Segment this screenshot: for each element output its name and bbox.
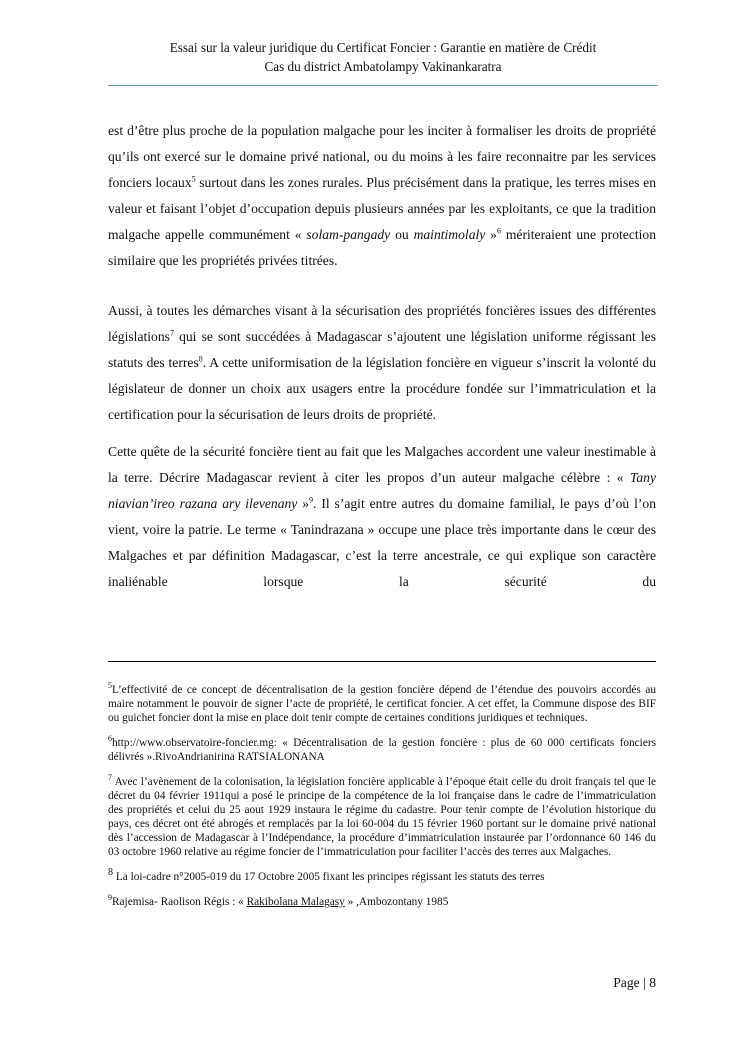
text-run: mériteraient une protection similaire que les propriétés privées titrées. <box>108 227 656 268</box>
header-subtitle-line: Cas du district Ambatolampy Vakinankaratra <box>264 59 502 74</box>
page-separator: | <box>643 975 646 990</box>
footnote-number: 9 <box>108 893 112 903</box>
footnote-7 <box>108 775 656 859</box>
page-label: Page <box>613 975 640 990</box>
footnote-number: 7 <box>108 773 112 783</box>
page-footer <box>560 975 656 991</box>
footnote-9 <box>108 895 656 909</box>
footnote-number: 6 <box>108 734 112 744</box>
footnote-text: http://www.observatoire-foncier.mg: « Décentralisation de la gestion foncière : plus de 60 000 certificats fonciers délivrés ».RivoAndrianirina RATSIALONANA <box>108 737 656 763</box>
footnote-ref-8[interactable]: 8 <box>198 354 203 364</box>
italic-term: solam-pangady <box>306 227 391 242</box>
text-run: . A cette uniformisation de la législation foncière en vigueur s’inscrit la volonté du législateur de donner un choix aux usagers entre la procédure fondée sur l’immatriculation et la certification pour la sécurisation de leurs droits de propriété. <box>108 355 656 422</box>
paragraph-1 <box>108 118 656 274</box>
footnote-text: Avec l’avènement de la colonisation, la législation foncière applicable à l’époque était celle du droit français tel que le décret du 04 février 1911qui a posé le principe de la compétence de la loi française dans le cadre de l’immatriculation des propriétés et celui du 25 aout 1929 instaura le régime du cadastre. Pour tenir compte de l’évolution historique du pays, ces décret ont été abrogés et remplacés par la loi 60-004 du 15 février 1960 portant sur le domaine privé national dès l’accession de Madagascar à l’Indépendance, la procédure d’immatriculation instaurée par l’ordonnance 60 146 du 03 octobre 1960 relative au régime foncier de l’immatriculation pour faciliter l’accès des terres aux Malgaches. <box>108 776 656 858</box>
footnotes <box>108 683 656 920</box>
header-title-line: Essai sur la valeur juridique du Certificat Foncier : Garantie en matière de Crédit <box>169 40 597 55</box>
footnote-text: La loi-cadre n°2005-019 du 17 Octobre 2005 fixant les principes régissant les statuts des terres <box>113 871 545 883</box>
footnote-8 <box>108 867 656 884</box>
text-run: est d’être plus proche de la population malgache pour les inciter à formaliser les droits de propriété qu’ils ont exercé sur le domaine privé national, ou du moins à les faire reconnaitre par les services fonciers locaux <box>108 123 656 190</box>
text-run: Aussi, à toutes les démarches visant à la sécurisation des propriétés foncières issues des différentes législations <box>108 303 656 344</box>
book-title-link[interactable]: Rakibolana Malagasy <box>246 896 345 908</box>
footnote-ref-5[interactable]: 5 <box>191 174 196 184</box>
footnote-6 <box>108 736 656 764</box>
page-number: 8 <box>649 975 656 990</box>
running-header <box>108 38 658 76</box>
text-run: » <box>485 227 497 242</box>
footnote-text: L’effectivité de ce concept de décentralisation de la gestion foncière dépend de l’étendue des pouvoirs accordés au maire notamment le pouvoir de signer l’acte de propriété, le certificat foncier. A cet effet, la Commune dispose des BIF ou guichet foncier dont la mise en place doit tenir compte de certaines conditions juridiques et techniques. <box>108 684 656 724</box>
text-run: ou <box>390 227 414 242</box>
footnote-ref-9[interactable]: 9 <box>309 495 314 505</box>
text-run: . Il s’agit entre autres du domaine familial, le pays d’où l’on vient, voire la patrie. Le terme « Tanindrazana » occupe une place très importante dans le cœur des Malgaches et par définition Madagascar, c’est la terre ancestrale, ce qui explique son caractère inaliénable lorsque la sécurité du <box>108 496 657 589</box>
footnote-text: » ,Ambozontany 1985 <box>344 896 449 908</box>
paragraph-2 <box>108 298 656 428</box>
text-run: » <box>297 496 310 511</box>
footnote-number: 5 <box>108 681 112 691</box>
footnote-5 <box>108 683 656 725</box>
footnote-separator <box>108 661 656 662</box>
paragraph-3 <box>108 439 656 595</box>
footnote-text: Rajemisa- Raolison Régis : « <box>112 896 247 908</box>
italic-quote: Tany niavian’ireo razana ary ilevenany <box>108 470 656 511</box>
text-run: qui se sont succédées à Madagascar s’ajoutent une législation uniforme régissant les statuts des terres <box>108 329 656 370</box>
text-run: surtout dans les zones rurales. Plus précisément dans la pratique, les terres mises en valeur et faisant l’objet d’occupation depuis plusieurs années par les exploitants, ce que la tradition malgache appelle communément « <box>108 175 656 242</box>
footnote-ref-6[interactable]: 6 <box>496 226 501 236</box>
header-divider <box>108 85 658 86</box>
text-run: Cette quête de la sécurité foncière tient au fait que les Malgaches accordent une valeur inestimable à la terre. Décrire Madagascar revient à citer les propos d’un auteur malgache célèbre : « <box>108 444 656 485</box>
italic-term: maintimolaly <box>413 227 486 242</box>
footnote-ref-7[interactable]: 7 <box>169 328 174 338</box>
body-text <box>108 118 656 595</box>
footnote-number: 8 <box>108 867 113 879</box>
